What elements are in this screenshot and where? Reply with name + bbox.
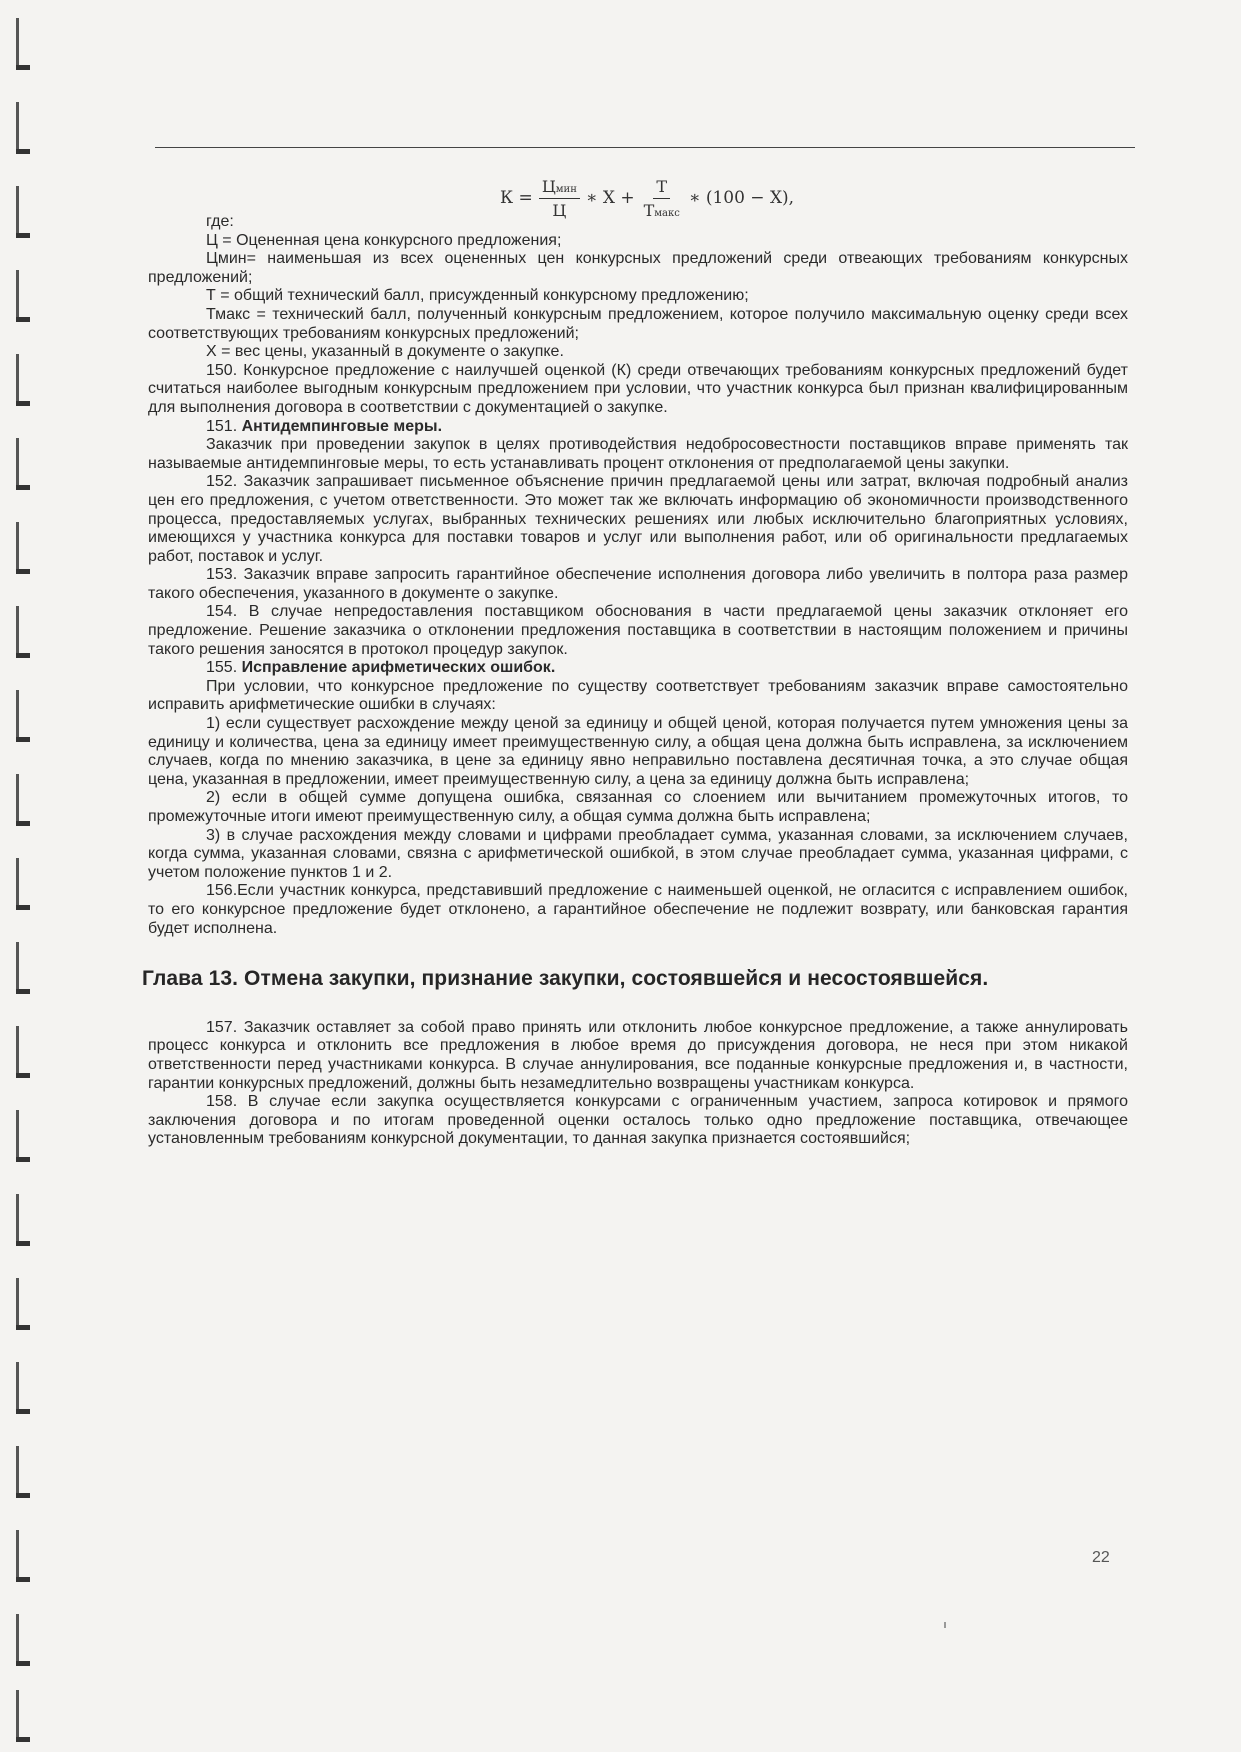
binding-mark bbox=[12, 354, 32, 406]
paragraph-156: 156.Если участник конкурса, представивший предложение с наименьшей оценкой, не огласится с исправлением ошибок, то его конкурсное предложение будет отклонено, а гарантийное обеспечение не подлежит возврату, или банковская гарантия будет исполнена. bbox=[148, 882, 1128, 937]
list-item: 1) если существует расхождение между ценой за единицу и общей ценой, которая получается путем умножения цены за единицу и количества, цена за единицу имеет преимущественную силу, а общая цена должна быть исправлена, за исключением случаев, когда по мнению заказчика, в цене за единицу явно неправильно поставлена десятичная точка, а это случае общая цена, указанная в предложении, имеет преимущественную силу, а цена за единицу должна быть исправлена; bbox=[148, 715, 1128, 788]
binding-mark bbox=[12, 522, 32, 574]
paragraph-157: 157. Заказчик оставляет за собой право принять или отклонить любое конкурсное предложение, а также аннулировать процесс конкурса и отклонить все предложения в любое время до присуждения договора, не неся при этом никакой ответственности перед участниками конкурса. В случае аннулирования, все поданные конкурсные предложения и, в частности, гарантии конкурсных предложений, должны быть незамедлительно возвращены участникам конкурса. bbox=[148, 1018, 1128, 1092]
fraction-subscript: мин bbox=[555, 183, 577, 195]
binding-mark bbox=[12, 1362, 32, 1414]
paragraph-151: Заказчик при проведении закупок в целях противодействия недобросовестности поставщиков вправе применять так называемые антидемпинговые меры, то есть устанавливать процент отклонения от предполагаемой цены закупки. bbox=[148, 436, 1128, 472]
paragraph-153: 153. Заказчик вправе запросить гарантийное обеспечение исполнения договора либо увеличить в полтора раза размер такого обеспечения, указанного в документе о закупке. bbox=[148, 566, 1128, 602]
fraction-denominator: Т bbox=[643, 200, 655, 220]
heading-title: Антидемпинговые меры. bbox=[241, 417, 443, 435]
binding-mark bbox=[12, 1690, 32, 1742]
list-item: 3) в случае расхождения между словами и цифрами преобладает сумма, указанная словами, за исключением случаев, когда сумма, указанная словами, связна с арифметической ошибкой, в этом случае преобладает сумма, указанная цифрами, с учетом положение пунктов 1 и 2. bbox=[148, 826, 1128, 881]
formula-mid: ∗ Х + bbox=[585, 188, 635, 208]
binding-mark bbox=[12, 1194, 32, 1246]
paragraph-158: 158. В случае если закупка осуществляется конкурсами с ограниченным участием, запроса котировок и прямого заключения договора и по итогам проведенной оценки осталось только одно предложение поставщика, отвечающее установленным требованиям конкурсной документации, то данная закупка признается состоявшийся; bbox=[148, 1093, 1128, 1148]
binding-mark bbox=[12, 606, 32, 658]
paragraph: где: bbox=[206, 213, 234, 230]
binding-mark bbox=[12, 774, 32, 826]
fraction-numerator: Т bbox=[653, 177, 670, 199]
fraction-denominator: Ц bbox=[552, 200, 567, 220]
heading-151 bbox=[148, 418, 1128, 437]
paragraph: Т = общий технический балл, присужденный конкурсному предложению; bbox=[206, 287, 749, 305]
heading-title: Исправление арифметических ошибок. bbox=[241, 659, 556, 677]
binding-mark bbox=[12, 858, 32, 910]
paragraph: Х = вес цены, указанный в документе о закупке. bbox=[206, 343, 564, 361]
heading-155 bbox=[148, 659, 1128, 678]
binding-mark bbox=[12, 1110, 32, 1162]
binding-mark bbox=[12, 1026, 32, 1078]
formula-tail: ∗ (100 − Х), bbox=[688, 188, 795, 208]
chapter-heading: Глава 13. Отмена закупки, признание закупки, состоявшейся и несостоявшейся. bbox=[142, 967, 989, 991]
scan-speck bbox=[944, 1622, 946, 1628]
binding-mark bbox=[12, 690, 32, 742]
binding-holes bbox=[0, 0, 40, 1752]
binding-mark bbox=[12, 1278, 32, 1330]
fraction-numerator: Ц bbox=[541, 176, 556, 196]
binding-mark bbox=[12, 18, 32, 70]
binding-mark bbox=[12, 438, 32, 490]
paragraph: Цмин= наименьшая из всех оцененных цен конкурсных предложений среди отвеающих требованиям конкурсных предложений; bbox=[148, 250, 1128, 286]
paragraph-154: 154. В случае непредоставления поставщиком обоснования в части предлагаемой цены заказчик отклоняет его предложение. Решение заказчика о отклонении предложения поставщика в соответствии в настоящим положением и причины такого решения заносятся в протокол процедур закупок. bbox=[148, 603, 1128, 658]
paragraph-155: При условии, что конкурсное предложение по существу соответствует требованиям заказчик вправе самостоятельно исправить арифметические ошибки в случаях: bbox=[148, 677, 1128, 714]
paragraph-152: 152. Заказчик запрашивает письменное объяснение причин предлагаемой цены или затрат, включая подробный анализ цен его предложения, с учетом ответственности. Это может так же включать информацию об экономичности производственного процесса, предоставляемых услугах, выбранных технических решениях или любых исключительно благоприятных условиях, имеющихся у участника конкурса для поставки товаров и услуг или выполнения работ, или об оригинальности предлагаемых работ, поставок и услуг. bbox=[148, 473, 1128, 565]
header-rule bbox=[155, 147, 1135, 148]
formula-lhs: К = bbox=[500, 188, 533, 208]
paragraph: Тмакс = технический балл, полученный конкурсным предложением, которое получило максимальную оценку среди всех соответствующих требованиям конкурсных предложений; bbox=[148, 305, 1128, 342]
heading-number: 155. bbox=[206, 659, 238, 677]
heading-number: 151. bbox=[206, 417, 238, 435]
list-item: 2) если в общей сумме допущена ошибка, связанная со слоением или вычитанием промежуточных итогов, то промежуточные итоги имеют преимущественную силу, а общая сумма должна быть исправлена; bbox=[148, 789, 1128, 825]
fraction-subscript: макс bbox=[654, 207, 680, 219]
paragraph: Ц = Оцененная цена конкурсного предложения; bbox=[206, 231, 562, 249]
binding-mark bbox=[12, 1614, 32, 1666]
document-body bbox=[142, 213, 1128, 1149]
paragraph-150: 150. Конкурсное предложение с наилучшей оценкой (К) среди отвечающих требованиям конкурсных предложений будет считаться наиболее выгодным конкурсным предложением при условии, что участник конкурса был признан квалифицированным для выполнения договора в соответствии с документацией о закупке. bbox=[148, 361, 1128, 416]
page-number: 22 bbox=[1092, 1549, 1110, 1566]
binding-mark bbox=[12, 270, 32, 322]
binding-mark bbox=[12, 102, 32, 154]
binding-mark bbox=[12, 186, 32, 238]
binding-mark bbox=[12, 1530, 32, 1582]
binding-mark bbox=[12, 1446, 32, 1498]
binding-mark bbox=[12, 942, 32, 994]
